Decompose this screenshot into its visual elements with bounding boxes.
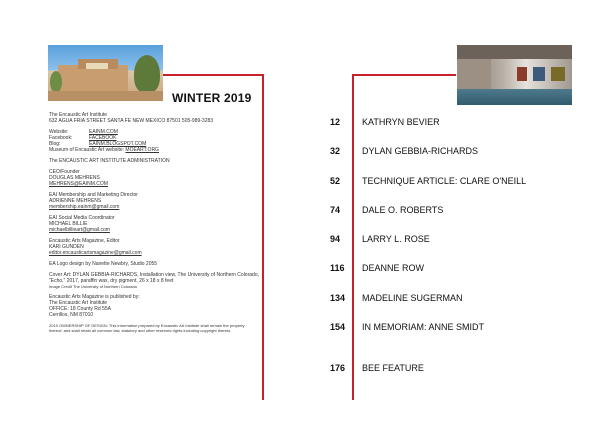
toc-title: DEANNE ROW — [362, 263, 425, 273]
toc-title: TECHNIQUE ARTICLE: CLARE O'NEILL — [362, 176, 527, 186]
toc-page-number: 94 — [330, 234, 341, 244]
colophon — [49, 112, 261, 338]
toc-page-number: 116 — [330, 263, 345, 273]
admin-heading: The ENCAUSTIC ART INSTITUTE ADMINISTRATION — [49, 158, 170, 164]
museum-label: Museum of Encaustic Art website: — [49, 147, 126, 153]
museum-link[interactable]: MOEART.ORG — [125, 147, 159, 153]
cover-art-credit — [49, 272, 261, 289]
left-red-rule-vertical — [262, 74, 264, 400]
toc-title: MADELINE SUGERMAN — [362, 293, 463, 303]
toc-entry[interactable] — [330, 146, 590, 160]
toc-entry[interactable] — [330, 205, 590, 219]
staff-role: Encaustic Arts Magazine, Editor — [49, 238, 120, 244]
staff-email-link[interactable]: membership.eainm@gmail.com — [49, 204, 120, 210]
toc-page-number: 52 — [330, 176, 341, 186]
facebook-link[interactable]: FACEBOOK — [89, 135, 117, 141]
toc-title: BEE FEATURE — [362, 363, 424, 373]
staff-name: KARI GUNDEN — [49, 244, 84, 250]
toc-title: IN MEMORIAM: ANNE SMIDT — [362, 322, 485, 332]
toc-title: DYLAN GEBBIA-RICHARDS — [362, 146, 479, 156]
copyright-line: 2019 OWNERSHIP OF DESIGN: This information prepared by Encaustic Art Institute shall remain the property — [49, 323, 245, 328]
toc-entry[interactable] — [330, 363, 590, 377]
staff-email-link[interactable]: MEHRENS@EAINM.COM — [49, 181, 108, 187]
issue-title: WINTER 2019 — [172, 91, 252, 105]
image-credit: Image Credit The University of Northern Colorado — [49, 284, 137, 289]
toc-page-number: 74 — [330, 205, 341, 215]
publisher-line: Encaustic Arts Magazine is published by: — [49, 294, 140, 300]
website-label: Website: — [49, 129, 69, 135]
publisher-office: OFFICE: 18 County Rd 55A — [49, 306, 111, 312]
blog-link[interactable]: EAINM.BLOGSPOT.COM — [89, 141, 147, 147]
logo-credit: EA Logo design by Nanette Newbry, Studio 2055 — [49, 261, 158, 267]
web-links — [49, 129, 261, 153]
cover-art-line: "Echo," 2017, paraffin wax, dry pigment, 26 x 18 x 8 feet — [49, 278, 174, 284]
staff-ceo — [49, 169, 261, 187]
institute-building-photo — [48, 45, 163, 101]
cover-art-line: Cover Art: DYLAN GEBBIA-RICHARDS, Installation view, The University of Northern Colorado, — [49, 272, 259, 278]
toc-entry[interactable] — [330, 176, 590, 190]
left-red-rule-horizontal — [163, 74, 264, 76]
institute-address: 632 AGUA FRIA STREET SANTA FE NEW MEXICO 87501 505-989-3283 — [49, 118, 214, 124]
website-link[interactable]: EAINM.COM — [89, 129, 118, 135]
staff-email-link[interactable]: editor.encausticartsmagazine@gmail.com — [49, 250, 142, 256]
staff-name: ADRIENNE MEHRENS — [49, 198, 102, 204]
toc-entry[interactable] — [330, 263, 590, 277]
publisher-line: Cerrillos, NM 87010 — [49, 312, 94, 318]
facebook-label: Facebook: — [49, 135, 73, 141]
publisher-line: The Encaustic Art Institute — [49, 300, 108, 306]
institute-name: The Encaustic Art Institute — [49, 112, 108, 118]
staff-name: MICHAEL BILLIE — [49, 221, 88, 227]
toc-page-number: 134 — [330, 293, 346, 303]
right-red-rule-horizontal — [352, 74, 456, 76]
staff-email-link[interactable]: michaelbillieart@gmail.com — [49, 227, 110, 233]
gallery-interior-photo — [457, 45, 572, 105]
copyright-line: thereof, and shall retain all common law, statutory and other reserved rights including copyright thereto. — [49, 328, 232, 333]
toc-title: KATHRYN BEVIER — [362, 117, 440, 127]
toc-page-number: 32 — [330, 146, 341, 156]
toc-entry[interactable] — [330, 117, 590, 131]
staff-role: CEO/Founder — [49, 169, 80, 175]
toc-entry[interactable] — [330, 293, 590, 307]
blog-label: Blog: — [49, 141, 61, 147]
toc-title: LARRY L. ROSE — [362, 234, 430, 244]
staff-role: EAI Social Media Coordinator — [49, 215, 115, 221]
toc-entry[interactable] — [330, 322, 590, 336]
publisher-info — [49, 294, 261, 318]
copyright-notice — [49, 323, 261, 333]
toc-page-number: 176 — [330, 363, 346, 373]
toc-entry[interactable] — [330, 234, 590, 248]
staff-role: EAI Membership and Marketing Director — [49, 192, 138, 198]
toc-page-number: 12 — [330, 117, 341, 127]
staff-editor — [49, 238, 261, 256]
staff-name: DOUGLAS MEHRENS — [49, 175, 100, 181]
toc-page-number: 154 — [330, 322, 346, 332]
staff-membership — [49, 192, 261, 210]
toc-title: DALE O. ROBERTS — [362, 205, 444, 215]
staff-social — [49, 215, 261, 233]
